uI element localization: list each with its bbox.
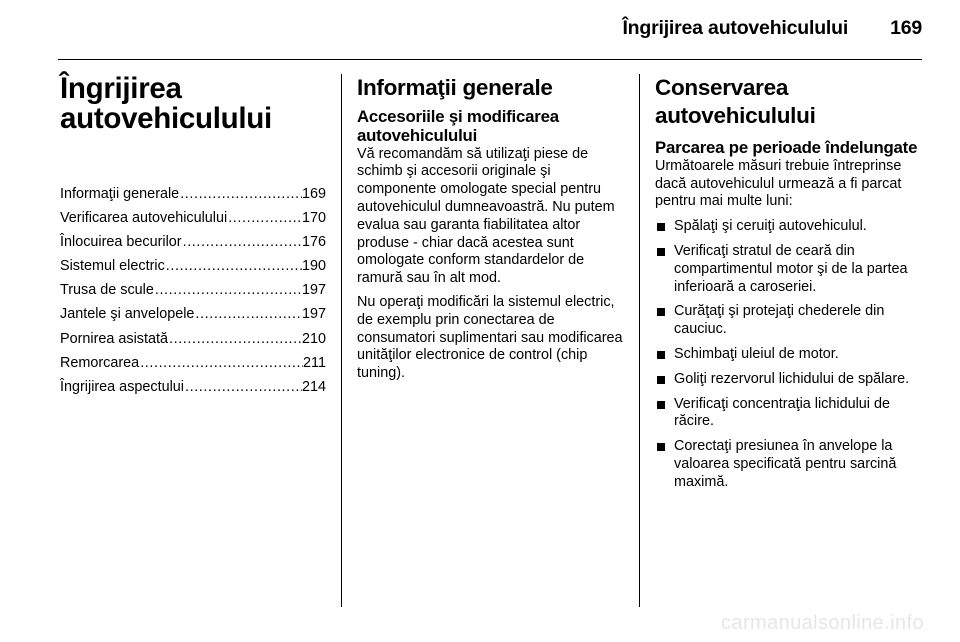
list-item [655, 243, 921, 296]
square-bullet-icon [657, 248, 665, 256]
subsection-title-accessories: Accesoriile şi modificarea autovehiculului [357, 107, 559, 145]
general-info-column [357, 74, 623, 383]
paragraph: Vă recomandăm să utilizaţi piese de schimb şi accesorii originale şi componente omologate special pentru autovehiculul dumneavoastră. Nu putem evalua sau garanta fiabilitatea altor produse - chiar dacă acestea sunt omologate conform standardelor de ramură sau în alt mod. [357, 145, 615, 287]
square-bullet-icon [657, 223, 665, 231]
list-item-text: Goliţi rezervorul lichidului de spălare. [674, 370, 910, 387]
toc-entry-page: 214 [301, 378, 326, 395]
list-item-text: Verificaţi stratul de ceară din compartimentul motor şi de la partea inferioară a caroseriei. [674, 242, 908, 295]
square-bullet-icon [657, 376, 665, 384]
toc-entry-label: Sistemul electric [60, 258, 165, 275]
toc-entry-label: Informaţii generale [60, 186, 180, 202]
toc-entry[interactable] [60, 230, 326, 254]
square-bullet-icon [657, 401, 665, 409]
list-item [655, 303, 921, 339]
toc-entry[interactable] [60, 302, 326, 326]
toc-leader-dots [194, 302, 302, 326]
intro-paragraph: Următoarele măsuri trebuie întreprinse dacă autovehiculul urmează a fi parcat pentru mai multe luni: [655, 157, 902, 210]
toc-entry-page: 176 [301, 234, 326, 251]
header-title: Îngrijirea autovehiculului [622, 17, 849, 39]
toc-leader-dots [154, 278, 302, 302]
section-title-conservation: Conservarea autovehiculului [655, 75, 816, 128]
list-item-text: Verificaţi concentraţia lichidului de răcire. [674, 395, 890, 430]
list-item-text: Schimbaţi uleiul de motor. [674, 345, 839, 362]
square-bullet-icon [657, 443, 665, 451]
toc-entry-page: 210 [301, 330, 326, 347]
toc-leader-dots [179, 182, 302, 206]
chapter-title: Îngrijirea autovehiculului [60, 72, 272, 135]
toc-leader-dots [184, 375, 302, 399]
toc-entry-page: 197 [301, 306, 326, 323]
conservation-column [655, 74, 921, 499]
toc-entry-page: 190 [301, 258, 326, 275]
toc-entry-label: Pornirea asistată [60, 330, 168, 347]
paragraph: Nu operaţi modificări la sistemul electric, de exemplu prin conectarea de consumatori suplimentari sau modificarea unităţilor electronice de control (chip tuning). [357, 293, 623, 382]
toc-leader-dots [139, 351, 303, 375]
header-rule [58, 59, 922, 60]
toc-entry-label: Verificarea autovehiculului [60, 210, 228, 227]
column-divider-2 [639, 74, 640, 607]
list-item [655, 396, 921, 432]
toc-entry-label: Jantele şi anvelopele [60, 306, 195, 323]
list-item-text: Spălaţi şi ceruiţi autovehiculul. [674, 218, 867, 235]
list-item-text: Curăţaţi şi protejaţi chederele din cauciuc. [674, 303, 885, 338]
toc-entry-page: 169 [301, 186, 326, 202]
toc-entry[interactable] [60, 206, 326, 230]
page-number: 169 [890, 17, 922, 39]
toc-entry[interactable] [60, 182, 326, 206]
toc-entry-label: Înlocuirea becurilor [60, 234, 182, 251]
toc-entry[interactable] [60, 327, 326, 351]
measures-list [655, 218, 921, 491]
page-header [622, 17, 922, 40]
list-item-text: Corectaţi presiunea în anvelope la valoarea specificată pentru sarcină maximă. [674, 438, 897, 490]
subsection-title-long-parking: Parcarea pe perioade îndelungate [655, 138, 918, 157]
list-item [655, 438, 921, 491]
table-of-contents [60, 182, 326, 399]
toc-entry-label: Remorcarea [60, 354, 140, 371]
toc-entry-label: Trusa de scule [60, 282, 154, 299]
toc-entry[interactable] [60, 351, 326, 375]
toc-leader-dots [168, 327, 302, 351]
square-bullet-icon [657, 351, 665, 359]
toc-entry-page: 197 [301, 282, 326, 299]
toc-entry-label: Îngrijirea aspectului [60, 378, 184, 395]
section-title-general-info: Informaţii generale [357, 75, 553, 100]
list-item [655, 218, 921, 236]
list-item [655, 371, 921, 389]
toc-entry[interactable] [60, 375, 326, 399]
toc-entry-page: 211 [303, 354, 326, 371]
toc-leader-dots [165, 254, 302, 278]
toc-entry-page: 170 [301, 210, 326, 227]
toc-entry[interactable] [60, 254, 326, 278]
list-item [655, 346, 921, 364]
toc-entry[interactable] [60, 278, 326, 302]
toc-leader-dots [227, 206, 302, 230]
watermark: carmanualsonline.info [721, 612, 924, 634]
toc-leader-dots [182, 230, 302, 254]
column-divider-1 [341, 74, 342, 607]
square-bullet-icon [657, 308, 665, 316]
chapter-column [60, 74, 326, 399]
